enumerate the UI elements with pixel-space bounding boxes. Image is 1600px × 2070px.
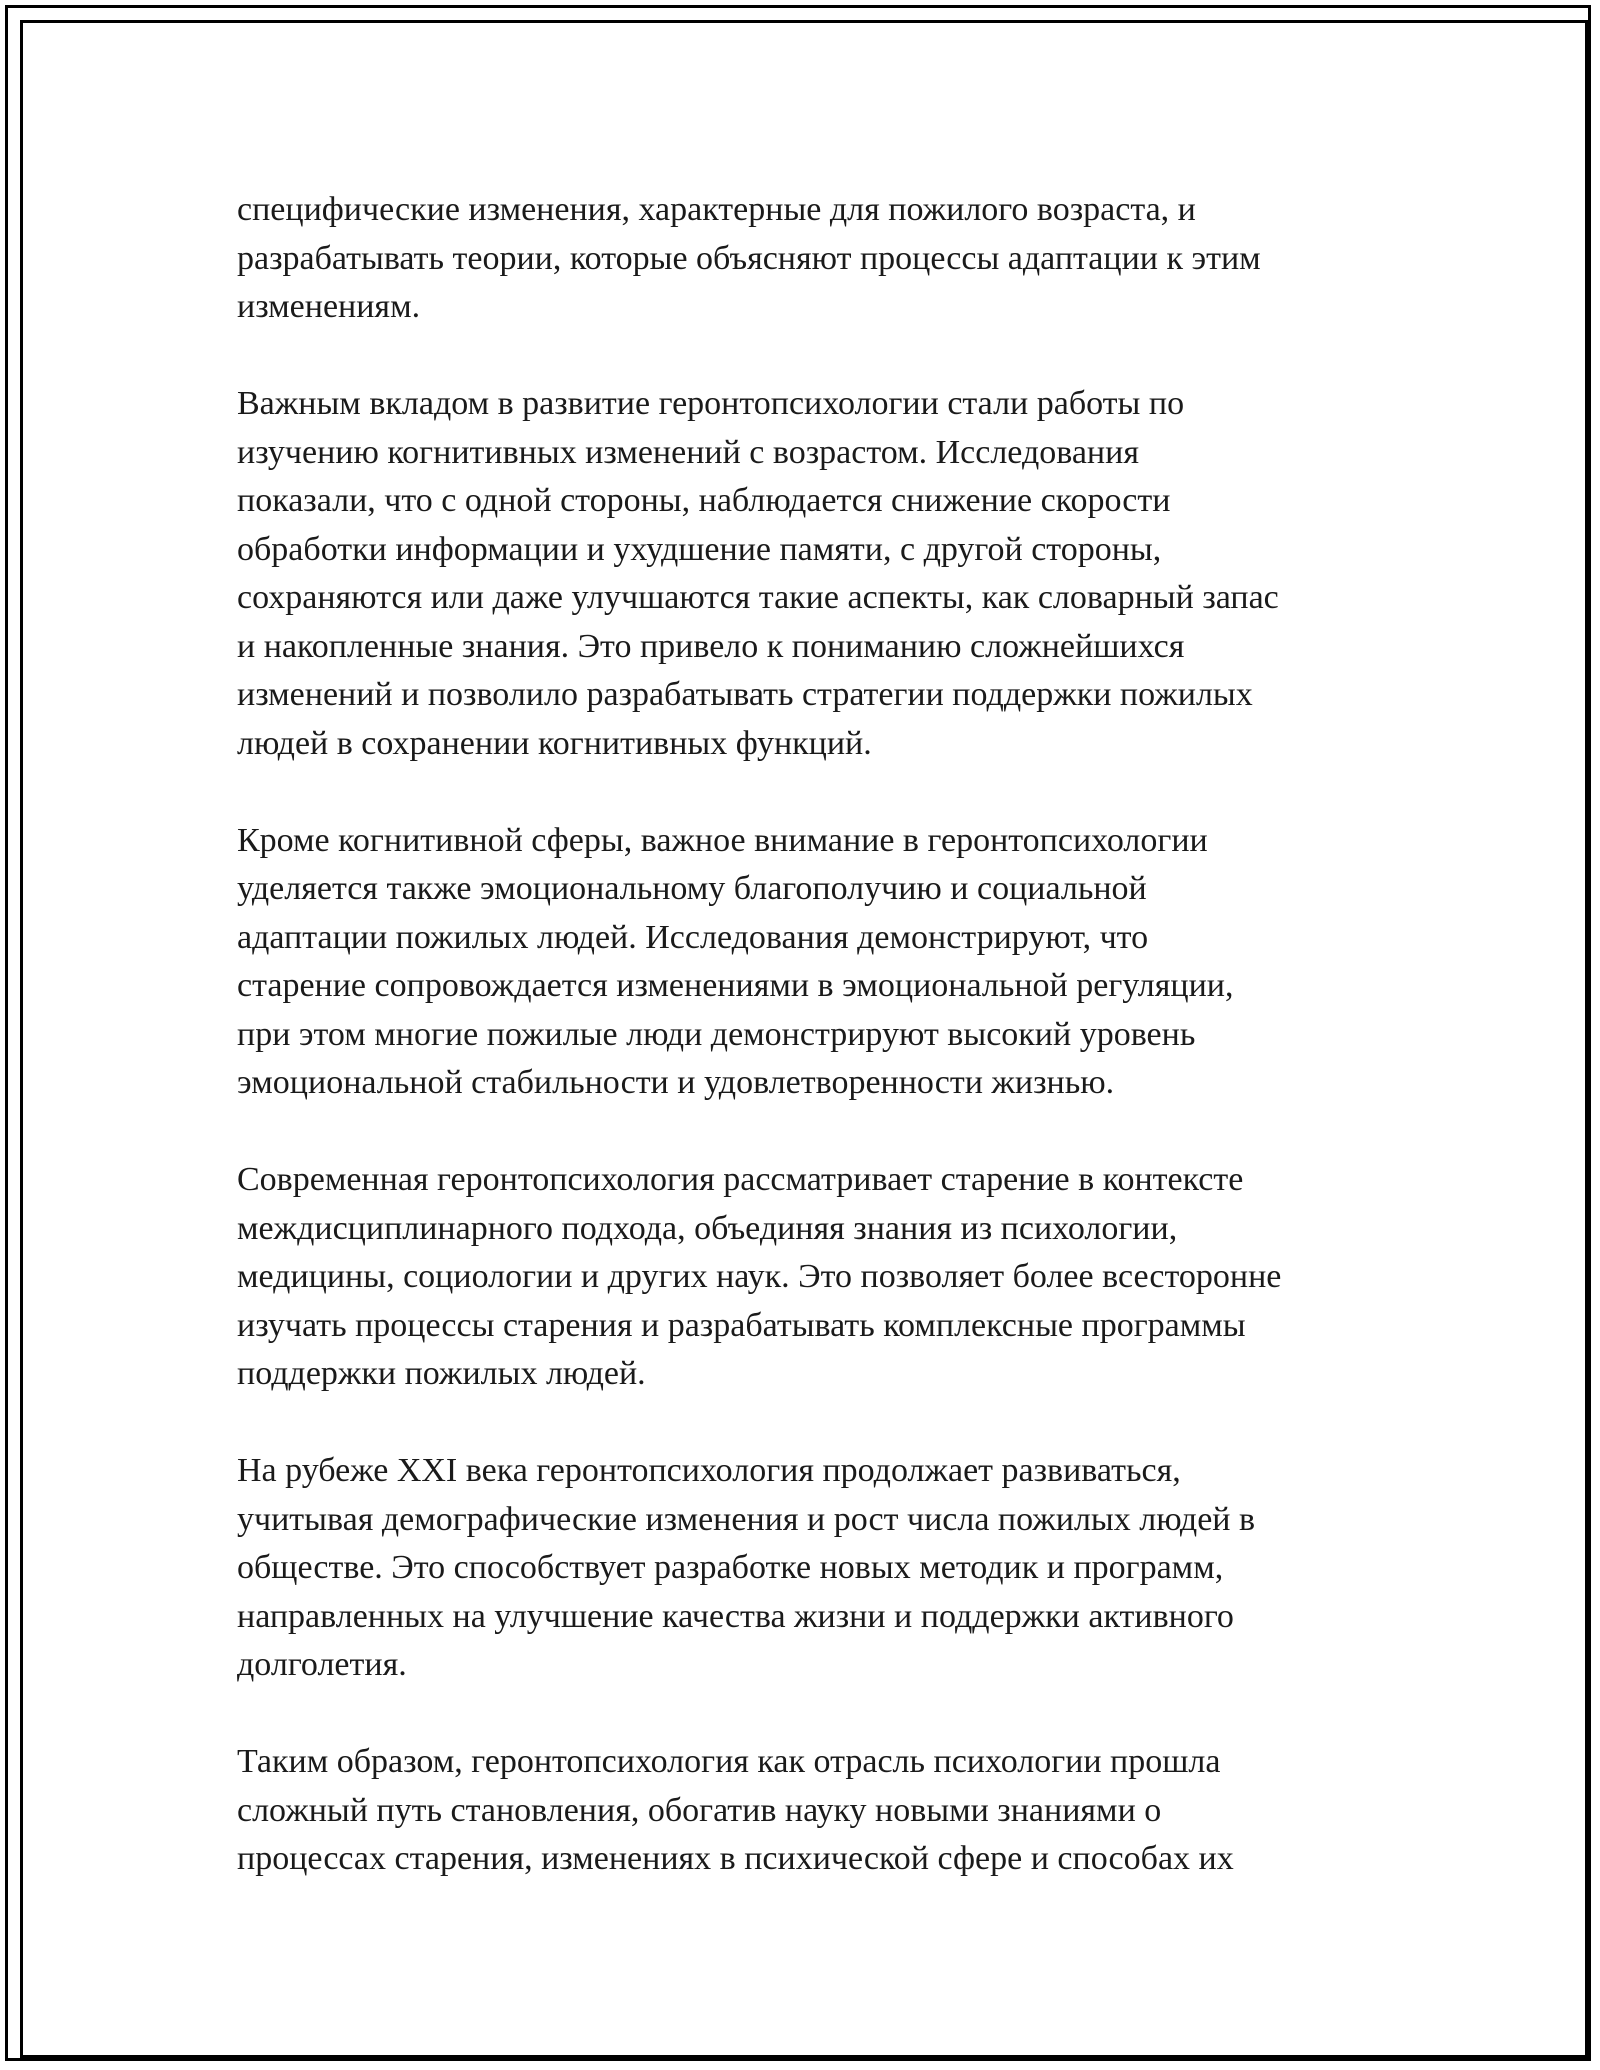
text-line: уделяется также эмоциональному благополучию и социальной: [237, 870, 1147, 907]
text-line: при этом многие пожилые люди демонстрируют высокий уровень: [237, 1015, 1196, 1053]
paragraph-6: [237, 1738, 1397, 1884]
paragraph-5: [237, 1447, 1397, 1690]
text-line: медицины, социологии и других наук. Это позволяет более всесторонне: [237, 1258, 1282, 1295]
text-line: изменений и позволило разрабатывать стратегии поддержки пожилых: [237, 676, 1253, 713]
paragraph-1: [237, 186, 1397, 332]
text-line: На рубеже XXI века геронтопсихология продолжает развиваться,: [237, 1452, 1181, 1489]
text-line: людей в сохранении когнитивных функций.: [237, 724, 872, 762]
text-line: старение сопровождается изменениями в эмоциональной регуляции,: [237, 967, 1234, 1004]
text-line: изменениям.: [237, 288, 421, 325]
text-line: эмоциональной стабильности и удовлетворенности жизнью.: [237, 1064, 1115, 1101]
text-line: изучению когнитивных изменений с возрастом. Исследования: [237, 433, 1139, 471]
text-line: сохраняются или даже улучшаются такие аспекты, как словарный запас: [237, 579, 1279, 616]
text-line: Таким образом, геронтопсихология как отрасль психологии прошла: [237, 1743, 1221, 1780]
text-line: изучать процессы старения и разрабатывать комплексные программы: [237, 1306, 1246, 1344]
text-line: специфические изменения, характерные для пожилого возраста, и: [237, 191, 1196, 228]
text-line: долголетия.: [237, 1646, 407, 1683]
text-line: обработки информации и ухудшение памяти, с другой стороны,: [237, 530, 1162, 568]
document-body: [237, 186, 1397, 1932]
paragraph-3: [237, 817, 1397, 1108]
text-line: процессах старения, изменениях в психической сфере и способах их: [237, 1840, 1234, 1877]
text-line: Важным вкладом в развитие геронтопсихологии стали работы по: [237, 385, 1185, 422]
text-line: Современная геронтопсихология рассматривает старение в контексте: [237, 1161, 1244, 1198]
text-line: сложный путь становления, обогатив науку новыми знаниями о: [237, 1791, 1162, 1829]
text-line: Кроме когнитивной сферы, важное внимание в геронтопсихологии: [237, 821, 1208, 859]
text-line: и накопленные знания. Это привело к пониманию сложнейшихся: [237, 627, 1185, 665]
paragraph-2: [237, 380, 1397, 768]
text-line: учитывая демографические изменения и рост числа пожилых людей в: [237, 1500, 1256, 1538]
text-line: обществе. Это способствует разработке новых методик и программ,: [237, 1549, 1224, 1586]
text-line: показали, что с одной стороны, наблюдается снижение скорости: [237, 482, 1171, 519]
paragraph-4: [237, 1156, 1397, 1399]
text-line: поддержки пожилых людей.: [237, 1355, 646, 1392]
text-line: разрабатывать теории, которые объясняют процессы адаптации к этим: [237, 239, 1261, 277]
text-line: междисциплинарного подхода, объединяя знания из психологии,: [237, 1209, 1178, 1247]
text-line: адаптации пожилых людей. Исследования демонстрируют, что: [237, 918, 1149, 956]
text-line: направленных на улучшение качества жизни и поддержки активного: [237, 1597, 1234, 1635]
